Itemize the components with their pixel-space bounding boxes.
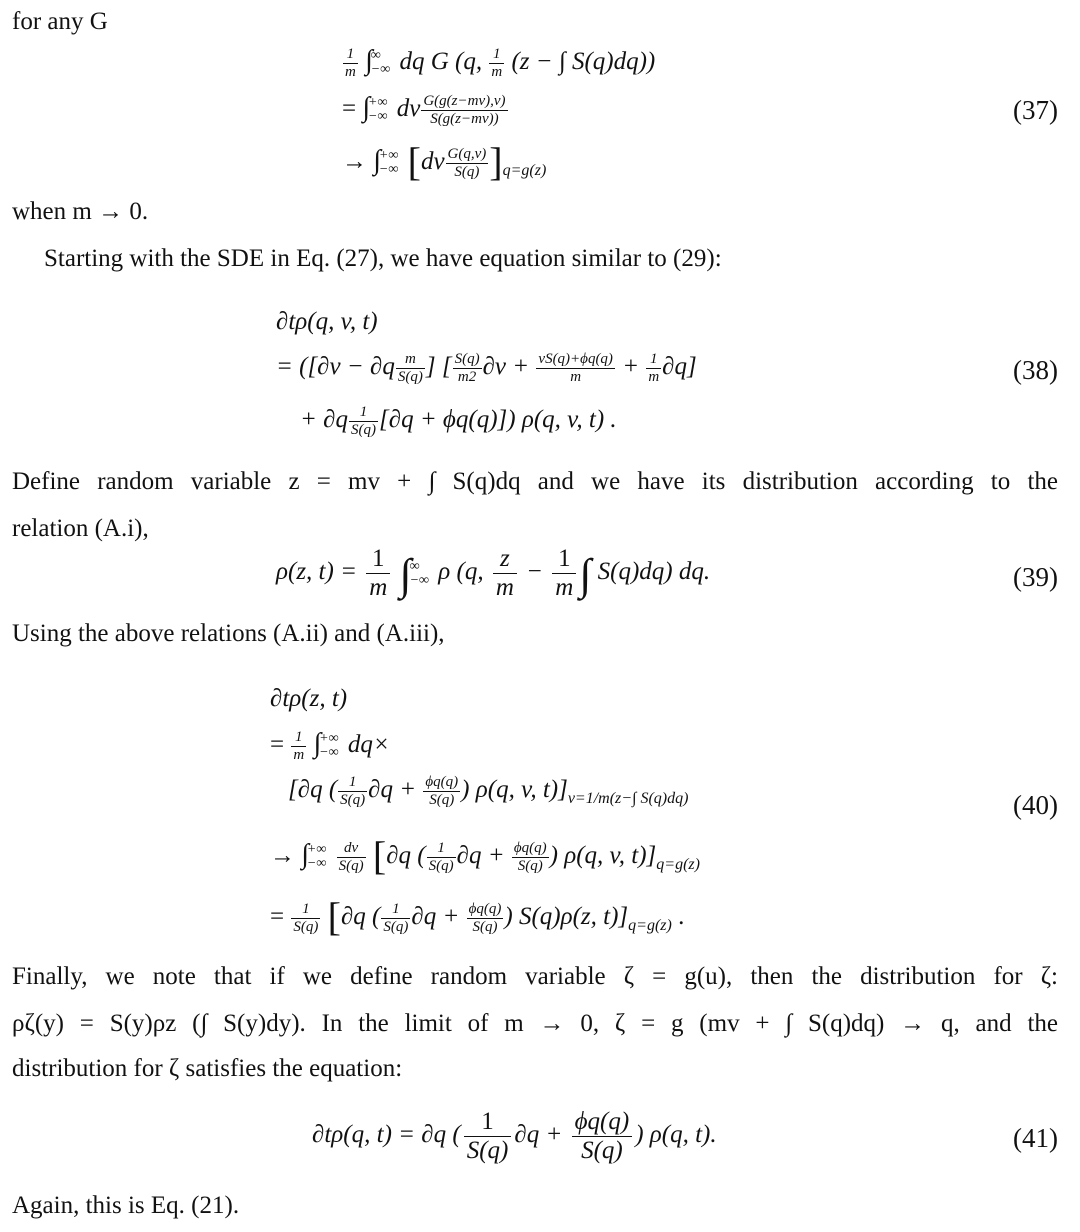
eq37-line1: $\frac{1}{m}$ ∫ ∞ −∞ dq G (q, $\frac{1}{m}$ (z − ∫ S(q)dq)) [345, 45, 656, 80]
text-using: Using the above relations (A.ii) and (A.iii), [12, 620, 445, 647]
eq38-number: (38) [1013, 355, 1058, 385]
text-finally-1: Finally, we note that if we define random variable ζ = g(u), then the distribution for ζ: [12, 963, 1058, 990]
text-again: Again, this is Eq. (21). [12, 1192, 240, 1219]
eq39-number: (39) [1013, 562, 1058, 592]
eq37-line2: = ∫ +∞ −∞ dv $\frac{G(g(z-mv),v)}{S(g(z-mv))}$ [342, 92, 506, 127]
eq40-line1: ∂tρ(z, t) [270, 685, 348, 712]
eq40-line4: → ∫ +∞ −∞ $\frac{dv}{S(q)}$ [∂q ( $\frac{1}{S(q)}$ ∂q + $\frac{\phi q(q)}{S(q)}$ ) ρ(q, v, $t)]_{q=g(z)}$ [270, 833, 700, 878]
eq40-line2: = $\frac{1}{m}$ ∫ +∞ −∞ dq× [270, 728, 390, 763]
text-define-1: Define random variable z = mv + ∫ S(q)dq and we have its distribution according to the [12, 468, 1058, 495]
eq40-line5: = $\frac{1}{S(q)}$ [∂q ( $\frac{1}{S(q)}$ ∂q + $\frac{\phi q(q)}{S(q)}$ ) S(q)ρ(z, $t)]_{q=g(z)}$ . [270, 894, 685, 939]
eq41-number: (41) [1013, 1123, 1058, 1153]
eq40-line3: [∂q ( $\frac{1}{S(q)}$ ∂q + $\frac{\phi q(q)}{S(q)}$ ) ρ(q, v, $t)]_{v=1/m(z-\int S(q)dq)}$ [288, 774, 689, 808]
text-finally-2: ρζ(y) = S(y)ρz (∫ S(y)dy). In the limit of m → 0, ζ = g (mv + ∫ S(q)dq) → q, and the [12, 1010, 1058, 1037]
eq38-line3: + ∂q $\frac{1}{S(q)}$ [∂q + ϕq(q)]) ρ(q, v, t) . [300, 404, 617, 438]
text-when: when m → 0. [12, 198, 149, 225]
text-define-2: relation (A.i), [12, 515, 149, 542]
text-finally-3: distribution for ζ satisfies the equation: [12, 1055, 403, 1082]
text-for-any-g: for any G [12, 8, 108, 35]
eq40-number: (40) [1013, 790, 1058, 820]
text-starting: Starting with the SDE in Eq. (27), we have equation similar to (29): [44, 245, 722, 272]
eq37-line3: → ∫ +∞ −∞ [dv $\frac{G(q,v)}{S(q)}$ ]$_{q=g(z)}$ [342, 139, 547, 184]
eq38-line2: = ([∂v − ∂q $\frac{m}{S(q)}$ ] [ $\frac{S(q)}{m2}$ ∂v + $\frac{vS(q)+\phi q(q)}{m}$ + $\frac{1}{m}$ ∂q] [276, 351, 697, 385]
eq41: ∂tρ(q, t) = ∂q ( $\frac{1}{S(q)}$ ∂q + $\frac{\phi q(q)}{S(q)}$ ) ρ(q, t). [312, 1108, 717, 1164]
eq39: ρ(z, t) = $\frac{1}{m}$ ∫ ∞ −∞ ρ (q, $\frac{z}{m}$ − $\frac{1}{m}$ ∫ S(q)dq) dq. [276, 545, 711, 601]
eq37-number: (37) [1013, 95, 1058, 125]
eq38-line1: ∂tρ(q, v, t) [276, 308, 378, 335]
